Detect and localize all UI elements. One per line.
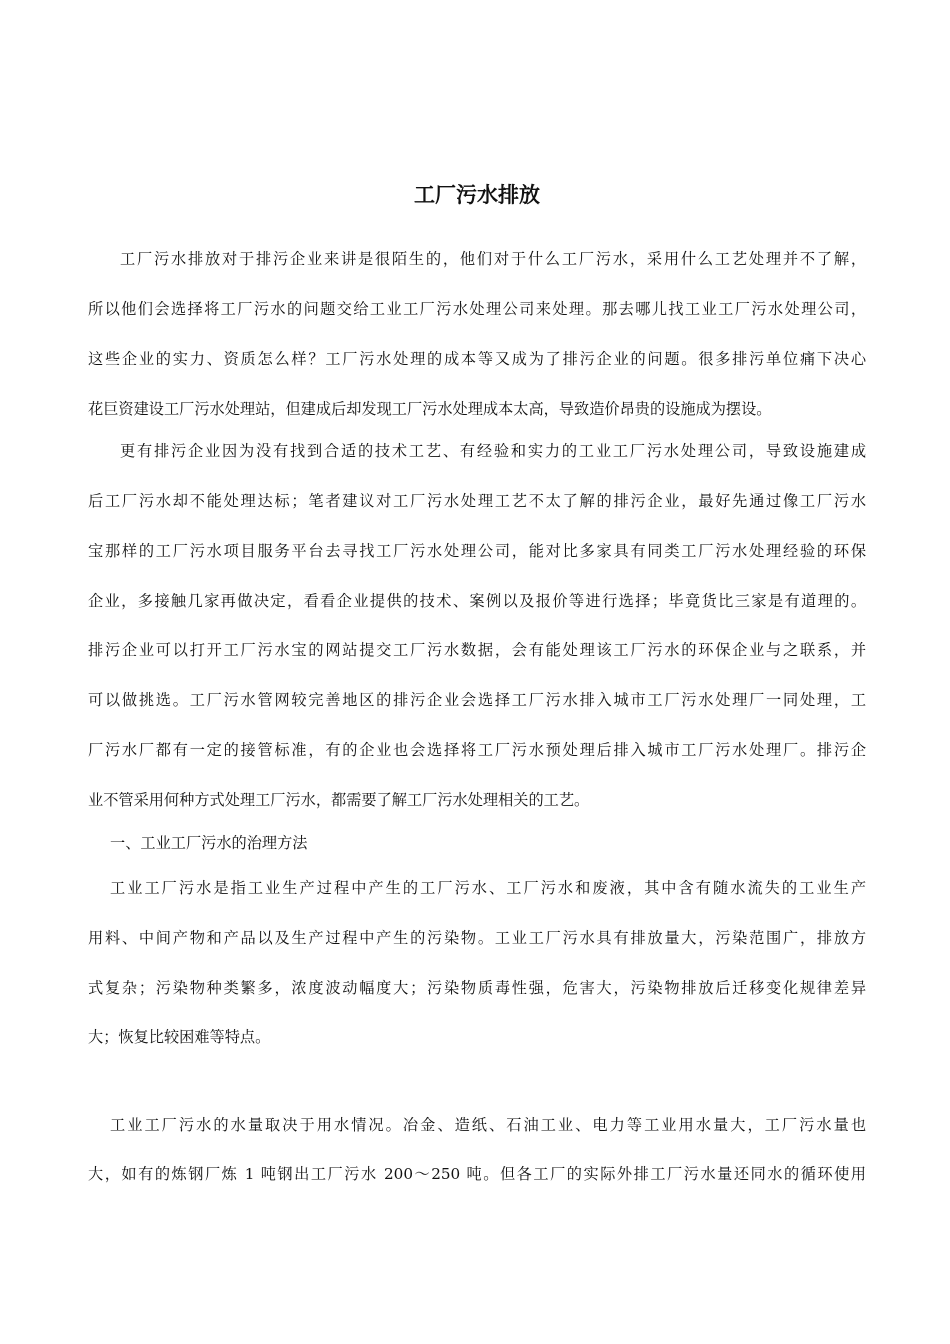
section-heading: 一、工业工厂污水的治理方法 xyxy=(110,834,308,852)
paragraph-1-line-4: 花巨资建设工厂污水处理站，但建成后却发现工厂污水处理成本太高，导致造价昂贵的设施成为摆设。 xyxy=(88,400,772,418)
paragraph-3-line-4: 大；恢复比较困难等特点。 xyxy=(88,1028,271,1046)
paragraph-1-line-1: 工厂污水排放对于排污企业来讲是很陌生的，他们对于什么工厂污水，采用什么工艺处理并不了解， xyxy=(120,250,866,268)
paragraph-2-line-4: 企业，多接触几家再做决定，看看企业提供的技术、案例以及报价等进行选择；毕竟货比三家是有道理的。 xyxy=(88,592,866,610)
document-title: 工厂污水排放 xyxy=(414,183,540,207)
paragraph-3-line-1: 工业工厂污水是指工业生产过程中产生的工厂污水、工厂污水和废液，其中含有随水流失的工业生产 xyxy=(110,879,866,897)
paragraph-2-line-1: 更有排污企业因为没有找到合适的技术工艺、有经验和实力的工业工厂污水处理公司，导致设施建成 xyxy=(120,442,866,460)
paragraph-2-line-3: 宝那样的工厂污水项目服务平台去寻找工厂污水处理公司，能对比多家具有同类工厂污水处理经验的环保 xyxy=(88,542,866,560)
paragraph-4-line-2: 大，如有的炼钢厂炼 1 吨钢出工厂污水 200～250 吨。但各工厂的实际外排工厂污水量还同水的循环使用 xyxy=(88,1165,866,1183)
paragraph-1-line-3: 这些企业的实力、资质怎么样？工厂污水处理的成本等又成为了排污企业的问题。很多排污单位痛下决心 xyxy=(88,350,866,368)
paragraph-2-line-8: 业不管采用何种方式处理工厂污水，都需要了解工厂污水处理相关的工艺。 xyxy=(88,791,590,809)
paragraph-1-line-2: 所以他们会选择将工厂污水的问题交给工业工厂污水处理公司来处理。那去哪儿找工业工厂污水处理公司， xyxy=(88,300,866,318)
paragraph-3-line-3: 式复杂；污染物种类繁多，浓度波动幅度大；污染物质毒性强，危害大，污染物排放后迁移变化规律差异 xyxy=(88,979,866,997)
paragraph-2-line-5: 排污企业可以打开工厂污水宝的网站提交工厂污水数据，会有能处理该工厂污水的环保企业与之联系，并 xyxy=(88,641,866,659)
paragraph-4-line-1: 工业工厂污水的水量取决于用水情况。冶金、造纸、石油工业、电力等工业用水量大，工厂污水量也 xyxy=(110,1116,866,1134)
paragraph-3-line-2: 用料、中间产物和产品以及生产过程中产生的污染物。工业工厂污水具有排放量大，污染范围广，排放方 xyxy=(88,929,866,947)
paragraph-2-line-7: 厂污水厂都有一定的接管标准，有的企业也会选择将工厂污水预处理后排入城市工厂污水处理厂。排污企 xyxy=(88,741,866,759)
paragraph-2-line-2: 后工厂污水却不能处理达标；笔者建议对工厂污水处理工艺不太了解的排污企业，最好先通过像工厂污水 xyxy=(88,492,866,510)
paragraph-2-line-6: 可以做挑选。工厂污水管网较完善地区的排污企业会选择工厂污水排入城市工厂污水处理厂一同处理，工 xyxy=(88,691,866,709)
